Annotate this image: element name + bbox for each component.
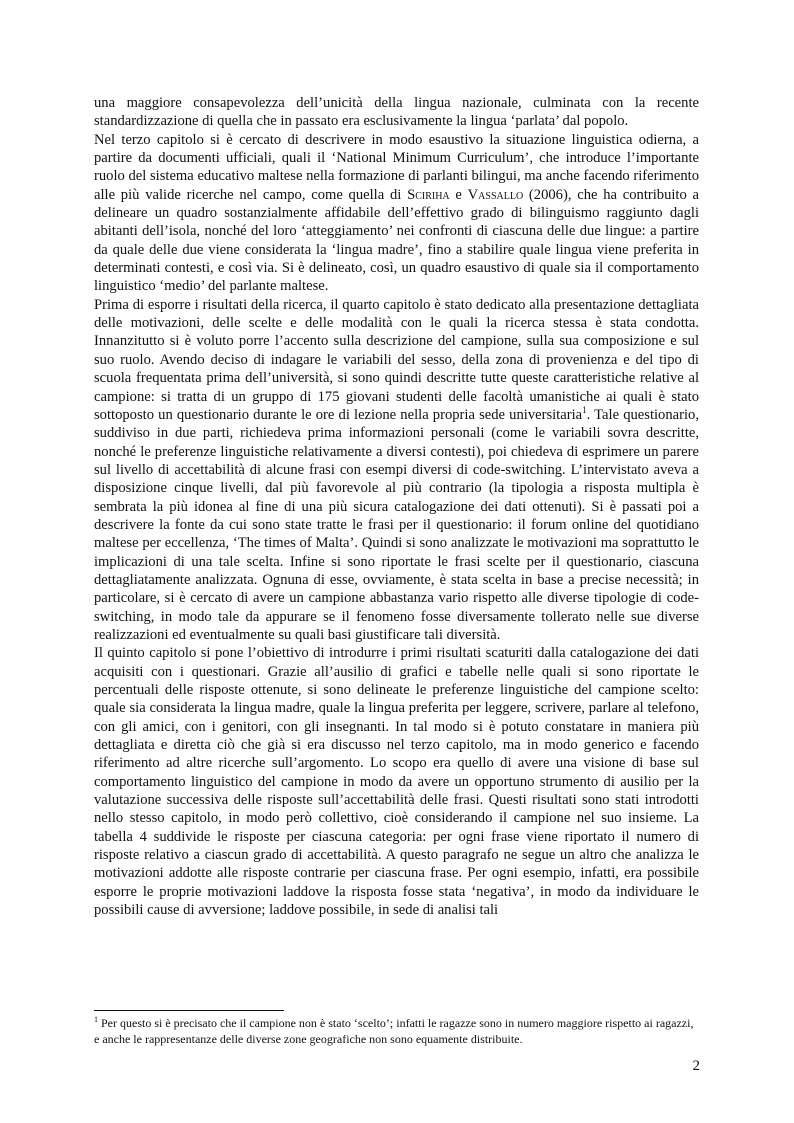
- paragraph-fourth-chapter: [94, 296, 699, 645]
- paragraph-third-chapter: [94, 131, 699, 296]
- author-name: Sciriha: [407, 186, 450, 203]
- paragraph-fifth-chapter: Il quinto capitolo si pone l’obiettivo di introdurre i primi risultati scaturiti dalla catalogazione dei dati acquisiti con i questionari. Grazie all’ausilio di grafici e tabelle nelle quali si sono riportate le percentuali delle risposte ottenute, si sono delineate le preferenze linguistiche del campione scelto: quale sia considerata la lingua madre, quale la lingua preferita per leggere, scrivere, parlare al telefono, con gli amici, con i genitori, con gli insegnanti. In tal modo si è potuto constatare in maniera più dettagliata e diretta ciò che già si era discusso nel terzo capitolo, ma in modo generico e facendo riferimento ad altre ricerche sull’argomento. Lo scopo era quello di avere una visione di base sul comportamento linguistico del campione in modo da avere un opportuno strumento di ausilio per la valutazione successiva delle risposte sull’accettabilità delle frasi. Questi risultati sono stati introdotti nello stesso capitolo, in modo però collettivo, cioè considerando il campione nel suo insieme. La tabella 4 suddivide le risposte per ciascuna categoria: per ogni frase viene riportato il numero di risposte relativo a ciascun grado di accettabilità. A questo paragrafo ne segue un altro che analizza le motivazioni addotte alle risposte contrarie per ciascuna frase. Per ogni esempio, infatti, era possibile esporre le proprie motivazioni laddove la risposta fosse stata ‘negativa’, in modo da individuare le possibili cause di avversione; laddove possibile, in sede di analisi tali: [94, 645, 699, 919]
- footnote-text: Per questo si è precisato che il campione non è stato ‘scelto’; infatti le ragazze sono in numero maggiore rispetto ai ragazzi, e anche le rappresentanze delle diverse zone geografiche non sono equamente distribuite.: [94, 1016, 694, 1046]
- paragraph-continuation: una maggiore consapevolezza dell’unicità della lingua nazionale, culminata con la recente standardizzazione di quella che in passato era esclusivamente la lingua ‘parlata’ dal popolo.: [94, 95, 699, 130]
- text-segment: e: [449, 186, 468, 203]
- footnote: [94, 1016, 699, 1047]
- footnote-number: 1: [94, 1015, 98, 1024]
- text-segment: Prima di esporre i risultati della ricerca, il quarto capitolo è stato dedicato alla presentazione dettagliata delle motivazioni, delle scelte e delle modalità con le quali la ricerca stessa è stata condotta. Innanzitutto si è voluto porre l’accento sulla descrizione del campione, sulla sua composizione e sul suo ruolo. Avendo deciso di indagare le variabili del sesso, della zona di provenienza e del tipo di scuola frequentata prima dell’università, si sono quindi descritte tutte queste caratteristiche relative al campione: si tratta di un gruppo di 175 giovani studenti delle facoltà umanistiche ai quali è stato sottoposto un questionario durante le ore di lezione nella propria sede universitaria: [94, 296, 699, 423]
- footnote-separator: [94, 1010, 284, 1011]
- page-number: 2: [692, 1058, 700, 1074]
- author-name: Vassallo: [467, 186, 524, 203]
- text-segment: Nel terzo capitolo si è cercato di descrivere in modo esaustivo la situazione linguistica odierna, a partire da documenti ufficiali, quali il ‘National Minimum Curriculum’, che introduce l’importante ruolo del sistema educativo maltese nella formazione di parlanti bilingui, ma anche facendo riferimento alle più valide ricerche nel campo, come quella di: [94, 131, 699, 203]
- main-text: [94, 94, 699, 919]
- text-segment: (2006), che ha contribuito a delineare un quadro sostanzialmente affidabile dell’effettivo grado di bilinguismo raggiunto dagli abitanti dell’isola, nonché del loro ‘atteggiamento’ nei confronti di ciascuna delle due lingue: a partire da quale delle due viene considerata la ‘lingua madre’, fino a stabilire quale lingua viene preferita in determinati contesti, e così via. Si è delineato, così, un quadro esaustivo di quale sia il comportamento linguistico ‘medio’ del parlante maltese.: [94, 186, 700, 295]
- text-segment: . Tale questionario, suddiviso in due parti, richiedeva prima informazioni personali (come le variabili sovra descritte, nonché le preferenze linguistiche relativamente a diversi contesti), poi chiedeva di esprimere un parere sul livello di accettabilità di alcune frasi con esempi diversi di code-switching. L’intervistato aveva a disposizione cinque livelli, dal più favorevole al più contrario (la tipologia a risposta multipla è sembrata la più idonea al fine di una più sicura catalogazione dei dati ottenuti). Si è passati poi a descrivere la fonte da cui sono state tratte le frasi per il questionario: il forum online del quotidiano maltese per eccellenza, ‘The times of Malta’. Quindi si sono analizzate le motivazioni ma soprattutto le implicazioni di una tale scelta. Infine si sono riportate le frasi scelte per il questionario, ciascuna dettagliatamente analizzata. Ognuna di esse, ovviamente, è stata scelta in base a precise necessità; in particolare, si è cercato di avere un campione abbastanza vario rispetto alle diverse tipologie di code-switching, in modo tale da appurare se il fenomeno fosse diversamente tollerato nelle sue diverse realizzazioni ed eventualmente su quali basi giustificare tali diversità.: [94, 406, 699, 643]
- footnote-reference[interactable]: 1: [582, 404, 587, 415]
